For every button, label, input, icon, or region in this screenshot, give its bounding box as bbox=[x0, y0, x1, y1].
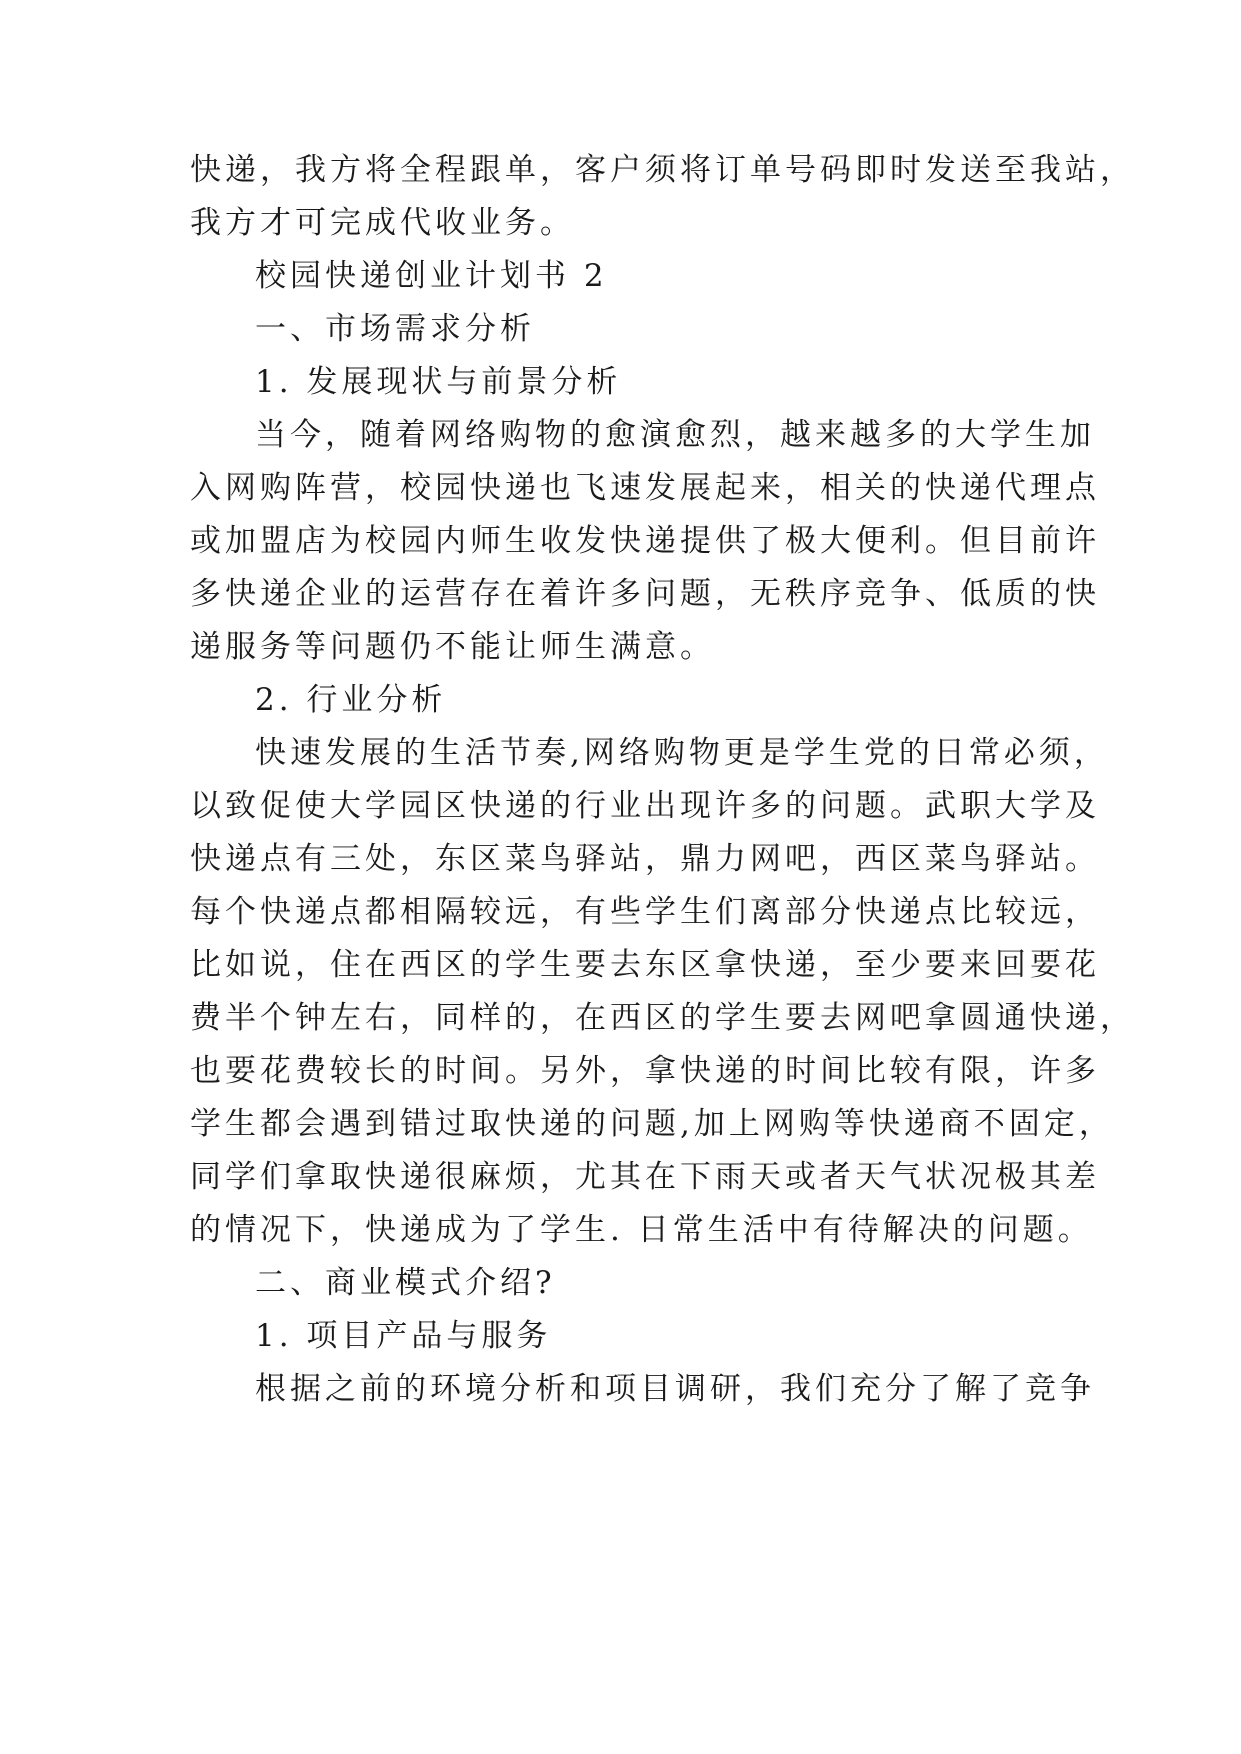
subsection-heading: 1. 项目产品与服务 bbox=[255, 1318, 552, 1354]
body-text-line: 学生都会遇到错过取快递的问题,加上网购等快递商不固定， bbox=[190, 1106, 1114, 1142]
paragraph-first-line: 根据之前的环境分析和项目调研，我们充分了解了竞争 bbox=[255, 1371, 1095, 1407]
body-text-line: 同学们拿取快递很麻烦，尤其在下雨天或者天气状况极其差 bbox=[190, 1159, 1100, 1195]
body-text-line: 递服务等问题仍不能让师生满意。 bbox=[190, 629, 715, 665]
body-text-line: 以致促使大学园区快递的行业出现许多的问题。武职大学及 bbox=[190, 788, 1100, 824]
body-text-line: 我方才可完成代收业务。 bbox=[190, 205, 575, 241]
body-text-line: 多快递企业的运营存在着许多问题，无秩序竞争、低质的快 bbox=[190, 576, 1100, 612]
body-text-line: 快递，我方将全程跟单，客户须将订单号码即时发送至我站， bbox=[190, 152, 1135, 188]
body-text-line: 比如说，住在西区的学生要去东区拿快递，至少要来回要花 bbox=[190, 947, 1100, 983]
body-text-line: 快递点有三处，东区菜鸟驿站，鼎力网吧，西区菜鸟驿站。 bbox=[190, 841, 1100, 877]
body-text-line: 的情况下，快递成为了学生. 日常生活中有待解决的问题。 bbox=[190, 1212, 1093, 1248]
body-text-line: 费半个钟左右，同样的，在西区的学生要去网吧拿圆通快递， bbox=[190, 1000, 1135, 1036]
paragraph-first-line: 快速发展的生活节奏,网络购物更是学生党的日常必须， bbox=[255, 735, 1109, 771]
body-text-line: 每个快递点都相隔较远，有些学生们离部分快递点比较远， bbox=[190, 894, 1100, 930]
paragraph-first-line: 当今，随着网络购物的愈演愈烈，越来越多的大学生加 bbox=[255, 417, 1095, 453]
body-text-line: 或加盟店为校园内师生收发快递提供了极大便利。但目前许 bbox=[190, 523, 1100, 559]
subsection-heading: 1. 发展现状与前景分析 bbox=[255, 364, 622, 400]
section-heading: 一、市场需求分析 bbox=[255, 311, 535, 347]
body-text-line: 入网购阵营，校园快递也飞速发展起来，相关的快递代理点 bbox=[190, 470, 1100, 506]
section-title: 校园快递创业计划书 2 bbox=[255, 258, 608, 294]
section-heading: 二、商业模式介绍? bbox=[255, 1265, 556, 1301]
subsection-heading: 2. 行业分析 bbox=[255, 682, 447, 718]
body-text-line: 也要花费较长的时间。另外，拿快递的时间比较有限，许多 bbox=[190, 1053, 1100, 1089]
